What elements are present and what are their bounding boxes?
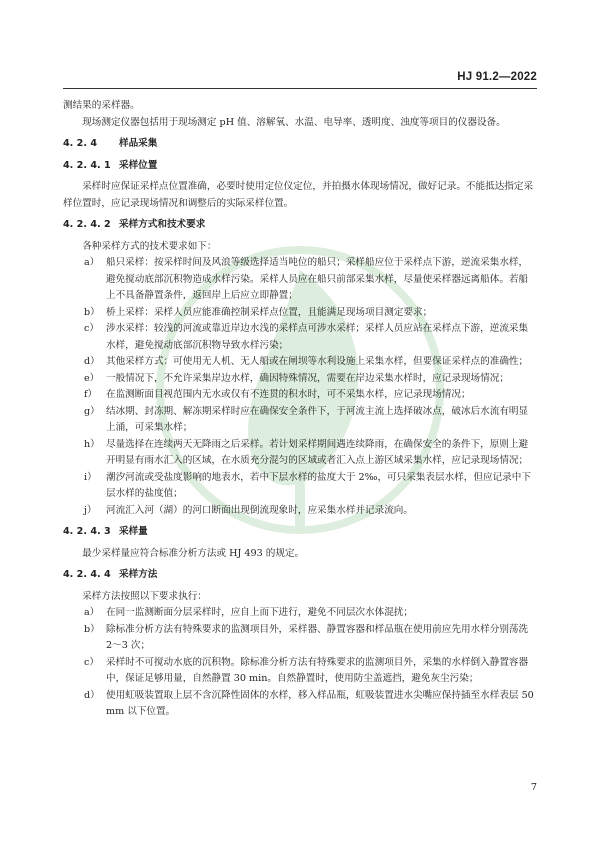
list-item-text: 在同一监测断面分层采样时，应自上而下进行，避免不同层次水体混扰； — [106, 607, 413, 618]
list-item — [63, 321, 537, 354]
list-item-label: j） — [84, 504, 97, 516]
list-item-text: 结冰期、封冻期、解冻期采样时应在确保安全条件下，于河流主流上选择破冰点，破冰后水流有明显上涌，可采集水样； — [106, 405, 529, 433]
list-item-text: 涉水采样：较浅的河流或靠近岸边水浅的采样点可涉水采样；采样人员应站在采样点下游，逆流采集水样，避免搅动底部沉积物导致水样污染； — [106, 323, 529, 351]
list-item-text: 一般情况下，不允许采集岸边水样，确因特殊情况，需要在岸边采集水样时，应记录现场情况； — [106, 372, 509, 384]
list-item-label: g） — [84, 405, 100, 417]
sample-volume-text: 最少采样量应符合标准分析方法或 HJ 493 的规定。 — [82, 547, 305, 559]
document-body — [63, 98, 537, 721]
header-rule — [63, 88, 537, 89]
list-item — [63, 605, 537, 622]
sampling-procedure-list — [63, 605, 537, 721]
section-4-2-4-2-heading — [63, 217, 537, 234]
list-item-text: 潮汐河流或受盐度影响的地表水，若中下层水样的盐度大于 2‰，可只采集表层水样，但应记录中下层水样的盐度值； — [106, 471, 531, 499]
list-item — [63, 622, 537, 655]
list-item-label: a） — [84, 607, 100, 618]
intro-continuation: 测结果的采样器。 — [63, 100, 140, 111]
list-item-text: 桥上采样：采样人员应能准确控制采样点位置，且能满足现场项目测定要求； — [106, 306, 433, 318]
list-item-text: 除标准分析方法有特殊要求的监测项目外，采样器、静置容器和样品瓶在使用前应先用水样分别荡洗 2～3 次； — [106, 623, 529, 651]
sampling-procedure-lead: 采样方法按照以下要求执行： — [82, 590, 207, 602]
section-title: 样品采集 — [119, 138, 158, 149]
list-item — [63, 305, 537, 322]
sampling-location-text: 采样时应保证采样点位置准确，必要时使用定位仪定位，并拍摄水体现场情况，做好记录。不能抵达指定采样位置时，应记录现场情况和调整后的实际采样位置。 — [63, 181, 534, 209]
section-number: 4. 2. 4. 4 — [63, 569, 111, 580]
sampling-methods-lead: 各种采样方式的技术要求如下： — [82, 240, 217, 252]
section-number: 4. 2. 4. 1 — [63, 159, 111, 171]
section-number: 4. 2. 4 — [63, 138, 97, 149]
section-title: 采样量 — [119, 526, 148, 537]
list-item-label: d） — [84, 689, 100, 701]
list-item-text: 尽量选择在连续两天无降雨之后采样。若计划采样期间遇连续降雨，在确保安全的条件下，原则上避开明显有雨水汇入的区域，在水质充分混匀的区域或者汇入点上游区域采集水样，应记录现场情况； — [106, 438, 529, 466]
list-item-label: b） — [84, 623, 100, 635]
list-item-label: h） — [84, 438, 100, 450]
section-number: 4. 2. 4. 3 — [63, 526, 111, 537]
document-code: HJ 91.2—2022 — [457, 71, 537, 83]
section-4-2-4-heading — [63, 136, 537, 153]
page-number: 7 — [530, 782, 537, 793]
list-item-label: e） — [84, 372, 100, 384]
intro-paragraph: 现场测定仪器包括用于现场测定 pH 值、溶解氧、水温、电导率、透明度、浊度等项目的仪器设备。 — [82, 116, 506, 128]
section-title: 采样方法 — [119, 569, 158, 580]
list-item — [63, 387, 537, 404]
section-title: 采样位置 — [119, 159, 158, 171]
section-title: 采样方式和技术要求 — [119, 219, 206, 230]
list-item-text: 船只采样：按采样时间及风浪等级选择适当吨位的船只；采样船应位于采样点下游，逆流采集水样，避免搅动底部沉积物造成水样污染。采样人员应在船只前部采集水样，尽量使采样器远离船体。若船上不具备静置条件，返回岸上后应立即静置； — [106, 257, 529, 301]
list-item — [63, 503, 537, 520]
list-item — [63, 655, 537, 688]
list-item-label: b） — [84, 306, 100, 318]
section-4-2-4-1-heading — [63, 158, 537, 175]
list-item — [63, 470, 537, 503]
list-item-label: a） — [84, 257, 100, 268]
list-item — [63, 437, 537, 470]
section-4-2-4-4-heading — [63, 567, 537, 584]
list-item-label: d） — [84, 356, 100, 367]
list-item-label: f） — [84, 389, 98, 400]
list-item — [63, 404, 537, 437]
list-item-label: c） — [84, 323, 99, 334]
list-item — [63, 371, 537, 388]
list-item-text: 在监测断面目视范围内无水或仅有不连贯的积水时，可不采集水样，应记录现场情况； — [106, 389, 471, 400]
list-item-text: 其他采样方式：可使用无人机、无人船或在闸坝等水利设施上采集水样，但要保证采样点的准确性； — [106, 356, 529, 367]
list-item — [63, 688, 537, 721]
list-item-label: i） — [84, 471, 97, 483]
list-item-text: 采样时不可搅动水底的沉积物。除标准分析方法有特殊要求的监测项目外，采集的水样倒入静置容器中，保证足够用量，自然静置 30 min。自然静置时，使用防尘盖遮挡，避免灰尘污染； — [106, 656, 529, 684]
list-item-text: 使用虹吸装置取上层不含沉降性固体的水样，移入样品瓶，虹吸装置进水尖嘴应保持插至水样表层 50 mm 以下位置。 — [106, 689, 534, 717]
sampling-methods-list — [63, 255, 537, 519]
list-item-label: c） — [84, 656, 99, 668]
list-item — [63, 255, 537, 305]
section-4-2-4-3-heading — [63, 524, 537, 541]
list-item-text: 河流汇入河（湖）的河口断面出现倒流现象时，应采集水样并记录流向。 — [106, 504, 413, 516]
list-item — [63, 354, 537, 371]
section-number: 4. 2. 4. 2 — [63, 219, 111, 230]
